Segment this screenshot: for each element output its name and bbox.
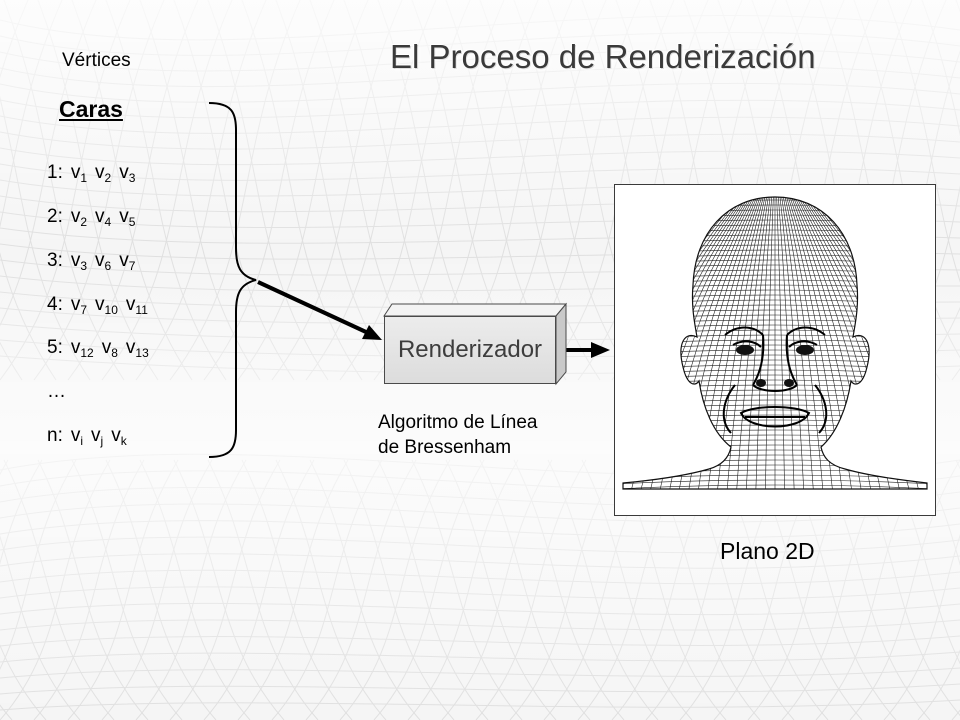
renderer-label: Renderizador <box>397 336 543 363</box>
vertex-symbol: v <box>95 294 105 315</box>
plane-2d-frame <box>614 184 936 516</box>
vertex-symbol: v <box>91 425 101 446</box>
vertex-subscript: i <box>80 434 84 448</box>
vertices-label: Vértices <box>62 50 131 71</box>
faces-label: Caras <box>59 96 123 122</box>
vertex-subscript: 5 <box>128 215 136 229</box>
vertex-subscript: 10 <box>104 303 118 317</box>
vertex-symbol: v <box>70 250 81 271</box>
vertex-symbol: v <box>111 425 121 446</box>
vertex-symbol: v <box>70 337 81 358</box>
vertex-symbol: v <box>70 294 81 315</box>
renderer-box-side <box>556 304 566 384</box>
wireframe-head-icon <box>615 185 935 515</box>
renderer-box-top <box>384 304 566 316</box>
vertex-subscript: 7 <box>128 259 136 273</box>
vertex-symbol: v <box>119 250 129 271</box>
face-index: 2: <box>47 206 63 227</box>
vertex-subscript: 7 <box>80 303 88 317</box>
face-index: 1: <box>47 162 63 183</box>
vertex-symbol: v <box>95 206 105 227</box>
vertex-subscript: 13 <box>135 346 149 360</box>
faces-to-renderer-arrow <box>258 282 366 332</box>
vertex-symbol: v <box>101 337 112 358</box>
face-index: 3: <box>47 250 63 271</box>
vertex-subscript: 3 <box>80 259 88 273</box>
faces-brace <box>209 103 256 457</box>
plane-2d-label: Plano 2D <box>720 538 815 564</box>
renderer-to-plane-arrowhead <box>591 342 610 358</box>
vertex-symbol: v <box>95 162 105 183</box>
vertex-symbol: v <box>119 206 129 227</box>
vertex-subscript: k <box>120 434 127 448</box>
vertex-symbol: v <box>70 206 81 227</box>
vertex-symbol: v <box>125 337 136 358</box>
vertex-subscript: 2 <box>104 171 112 185</box>
face-index: 4: <box>47 294 63 315</box>
vertex-subscript: 11 <box>135 303 148 317</box>
vertex-subscript: 4 <box>104 215 112 229</box>
face-index: n: <box>47 425 63 446</box>
face-index: … <box>47 381 66 402</box>
vertex-symbol: v <box>95 250 105 271</box>
vertex-subscript: 2 <box>80 215 88 229</box>
vertex-symbol: v <box>70 425 81 446</box>
vertex-symbol: v <box>125 294 136 315</box>
algorithm-label-line1: Algoritmo de Línea <box>378 412 538 433</box>
vertex-subscript: 12 <box>80 346 94 360</box>
vertex-subscript: 6 <box>104 259 112 273</box>
algorithm-label <box>378 410 538 460</box>
vertex-subscript: 3 <box>128 171 136 185</box>
vertex-symbol: v <box>119 162 129 183</box>
algorithm-label-line2: de Bressenham <box>378 437 512 458</box>
slide-title: El Proceso de Renderización <box>390 38 816 75</box>
vertex-subscript: 1 <box>80 171 88 185</box>
vertex-subscript: j <box>100 434 104 448</box>
vertex-symbol: v <box>70 162 81 183</box>
face-index: 5: <box>47 337 63 358</box>
vertex-subscript: 8 <box>111 346 118 360</box>
